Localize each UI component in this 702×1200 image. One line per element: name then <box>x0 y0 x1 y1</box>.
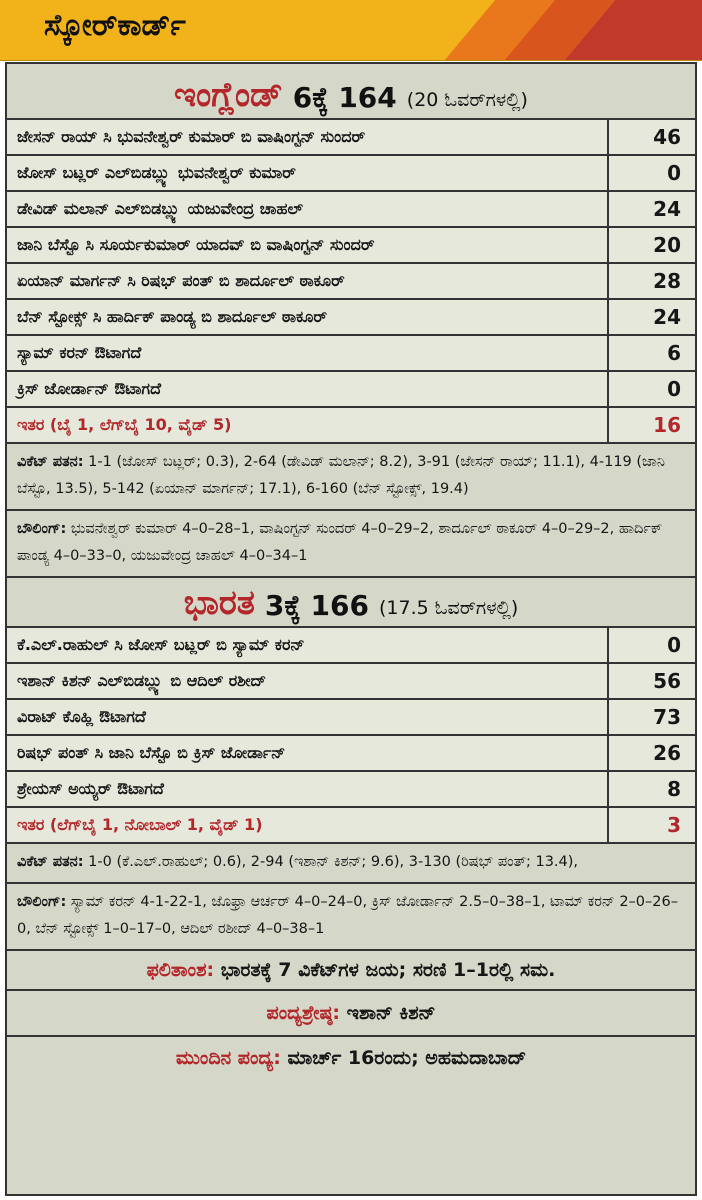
team-score: 3ಕ್ಕೆ 166 <box>264 589 369 622</box>
page-title: ಸ್ಕೋರ್‌ಕಾರ್ಡ್ <box>44 8 186 43</box>
mom-text: ಇಶಾನ್ ಕಿಶನ್ <box>340 1002 436 1024</box>
table-row <box>7 192 695 228</box>
team-overs: (17.5 ಓವರ್‌ಗಳಲ್ಲಿ) <box>378 597 519 620</box>
next-match-line <box>7 1035 695 1079</box>
scorecard <box>5 62 697 1196</box>
table-row <box>7 300 695 336</box>
bowling-label: ಬೌಲಿಂಗ್: <box>17 894 67 910</box>
bowling-text: ಸ್ಯಾಮ್ ಕರನ್ 4-1-22-1, ಜೊಫ್ರಾ ಆರ್ಚರ್ 4–0–24–0, ಕ್ರಿಸ್ ಜೋರ್ಡಾನ್ 2.5–0–38–1, ಟಾಮ್ ಕರನ್ 2–0–26–0, ಬೆನ್ ಸ್ಟೋಕ್ಸ್ 1–0–17–0, ಆದಿಲ್ ರಶೀದ್ 4–0–38–1 <box>17 894 678 937</box>
table-row <box>7 120 695 156</box>
batsman-runs: 56 <box>607 664 695 698</box>
batsman-dismissal: ಬೆನ್ ಸ್ಟೋಕ್ಸ್ ಸಿ ಹಾರ್ದಿಕ್ ಪಾಂಡ್ಯ ಬಿ ಶಾರ್ದೂಲ್ ಠಾಕೂರ್ <box>17 307 328 326</box>
table-row <box>7 372 695 408</box>
result-text: ಭಾರತಕ್ಕೆ 7 ವಿಕೆಟ್‌ಗಳ ಜಯ; ಸರಣಿ 1–1ರಲ್ಲಿ ಸಮ. <box>214 959 556 981</box>
bowling-figures <box>7 509 695 576</box>
table-row <box>7 336 695 372</box>
bowling-figures <box>7 882 695 949</box>
batsman-dismissal: ಜೇಸನ್ ರಾಯ್ ಸಿ ಭುವನೇಶ್ವರ್ ಕುಮಾರ್ ಬಿ ವಾಷಿಂಗ್ಟನ್ ಸುಂದರ್ <box>17 127 366 146</box>
batsman-runs: 8 <box>607 772 695 806</box>
extras-runs: 16 <box>607 408 695 442</box>
bowling-text: ಭುವನೇಶ್ವರ್ ಕುಮಾರ್ 4–0–28–1, ವಾಷಿಂಗ್ಟನ್ ಸುಂದರ್ 4–0–29–2, ಶಾರ್ದೂಲ್ ಠಾಕೂರ್ 4–0–29–2, ಹಾರ್ದಿಕ್ ಪಾಂಡ್ಯ 4–0–33–0, ಯಜುವೇಂದ್ರ ಚಾಹಲ್ 4–0–34–1 <box>17 521 663 564</box>
batsman-dismissal: ಶ್ರೇಯಸ್ ಅಯ್ಯರ್ ಔಟಾಗದೆ <box>17 779 164 798</box>
mom-label: ಪಂದ್ಯಶ್ರೇಷ್ಠ: <box>266 1002 340 1024</box>
table-row <box>7 664 695 700</box>
fow-label: ವಿಕೆಟ್ ಪತನ: <box>17 854 84 870</box>
batsman-dismissal: ಜೋಸ್ ಬಟ್ಲರ್ ಎಲ್‌ಬಿಡಬ್ಲ್ಯು ಭುವನೇಶ್ವರ್ ಕುಮಾರ್ <box>17 163 296 182</box>
batsman-dismissal: ಡೇವಿಡ್ ಮಲಾನ್ ಎಲ್‌ಬಿಡಬ್ಲ್ಯು ಯಜುವೇಂದ್ರ ಚಾಹಲ್ <box>17 199 303 218</box>
india-header <box>7 576 695 626</box>
batsman-runs: 24 <box>607 192 695 226</box>
batsman-dismissal: ಜಾನಿ ಬೆಸ್ಟೊ ಸಿ ಸೂರ್ಯಕುಮಾರ್ ಯಾದವ್ ಬಿ ವಾಷಿಂಗ್ಟನ್ ಸುಂದರ್ <box>17 235 375 254</box>
batsman-dismissal: ರಿಷಭ್ ಪಂತ್ ಸಿ ಜಾನಿ ಬೆಸ್ಟೊ ಬಿ ಕ್ರಿಸ್ ಜೋರ್ಡಾನ್ <box>17 743 286 762</box>
extras-row <box>7 808 695 842</box>
table-row <box>7 156 695 192</box>
header-banner <box>0 0 702 61</box>
table-row <box>7 228 695 264</box>
team-overs: (20 ಓವರ್‌ಗಳಲ್ಲಿ) <box>406 89 528 112</box>
batsman-runs: 20 <box>607 228 695 262</box>
batsman-runs: 28 <box>607 264 695 298</box>
next-text: ಮಾರ್ಚ್ 16ರಂದು; ಅಹಮದಾಬಾದ್ <box>280 1047 527 1069</box>
batsman-dismissal: ಸ್ಯಾಮ್ ಕರನ್ ಔಟಾಗದೆ <box>17 343 142 362</box>
fall-of-wickets <box>7 442 695 509</box>
table-row <box>7 736 695 772</box>
batsman-runs: 73 <box>607 700 695 734</box>
table-row <box>7 264 695 300</box>
extras-row <box>7 408 695 442</box>
batsman-runs: 6 <box>607 336 695 370</box>
england-header <box>7 64 695 118</box>
result-line <box>7 949 695 989</box>
next-label: ಮುಂದಿನ ಪಂದ್ಯ: <box>175 1047 281 1069</box>
india-batting-table <box>7 626 695 842</box>
result-label: ಫಲಿತಾಂಶ: <box>146 959 215 981</box>
england-batting-table <box>7 118 695 442</box>
fow-text: 1-1 (ಜೋಸ್ ಬಟ್ಲರ್; 0.3), 2-64 (ಡೇವಿಡ್ ಮಲಾನ್; 8.2), 3-91 (ಜೇಸನ್ ರಾಯ್; 11.1), 4-119 (ಜಾನಿ ಬೆಸ್ಟೊ, 13.5), 5-142 (ಏಯಾನ್ ಮಾರ್ಗನ್; 17.1), 6-160 (ಬೆನ್ ಸ್ಟೋಕ್ಸ್, 19.4) <box>17 454 665 497</box>
fow-text: 1-0 (ಕೆ.ಎಲ್.ರಾಹುಲ್; 0.6), 2-94 (ಇಶಾನ್ ಕಿಶನ್; 9.6), 3-130 (ರಿಷಭ್ ಪಂತ್; 13.4), <box>83 854 579 870</box>
batsman-runs: 0 <box>607 628 695 662</box>
team-score: 6ಕ್ಕೆ 164 <box>292 81 397 114</box>
table-row <box>7 772 695 808</box>
batsman-runs: 26 <box>607 736 695 770</box>
man-of-match-line <box>7 989 695 1035</box>
batsman-dismissal: ಏಯಾನ್ ಮಾರ್ಗನ್ ಸಿ ರಿಷಭ್ ಪಂತ್ ಬಿ ಶಾರ್ದೂಲ್ ಠಾಕೂರ್ <box>17 271 345 290</box>
extras-label: ಇತರ (ಲೆಗ್‌ಬೈ 1, ನೋಬಾಲ್ 1, ವೈಡ್ 1) <box>17 815 263 834</box>
fall-of-wickets <box>7 842 695 882</box>
batsman-runs: 46 <box>607 120 695 154</box>
team-name: ಭಾರತ <box>183 583 255 623</box>
extras-label: ಇತರ (ಬೈ 1, ಲೆಗ್‌ಬೈ 10, ವೈಡ್ 5) <box>17 415 232 434</box>
batsman-dismissal: ಕ್ರಿಸ್ ಜೋರ್ಡಾನ್ ಔಟಾಗದೆ <box>17 379 162 398</box>
table-row <box>7 700 695 736</box>
batsman-runs: 0 <box>607 156 695 190</box>
batsman-runs: 0 <box>607 372 695 406</box>
fow-label: ವಿಕೆಟ್ ಪತನ: <box>17 454 84 470</box>
batsman-dismissal: ವಿರಾಟ್ ಕೊಹ್ಲಿ ಔಟಾಗದೆ <box>17 707 146 726</box>
table-row <box>7 628 695 664</box>
batsman-dismissal: ಕೆ.ಎಲ್.ರಾಹುಲ್ ಸಿ ಜೋಸ್ ಬಟ್ಲರ್ ಬಿ ಸ್ಯಾಮ್ ಕರನ್ <box>17 635 305 654</box>
team-name: ಇಂಗ್ಲೆಂಡ್ <box>174 75 283 115</box>
batsman-dismissal: ಇಶಾನ್ ಕಿಶನ್ ಎಲ್‌ಬಿಡಬ್ಲ್ಯು ಬಿ ಆದಿಲ್ ರಶೀದ್ <box>17 671 267 690</box>
batsman-runs: 24 <box>607 300 695 334</box>
bowling-label: ಬೌಲಿಂಗ್: <box>17 521 67 537</box>
extras-runs: 3 <box>607 808 695 842</box>
